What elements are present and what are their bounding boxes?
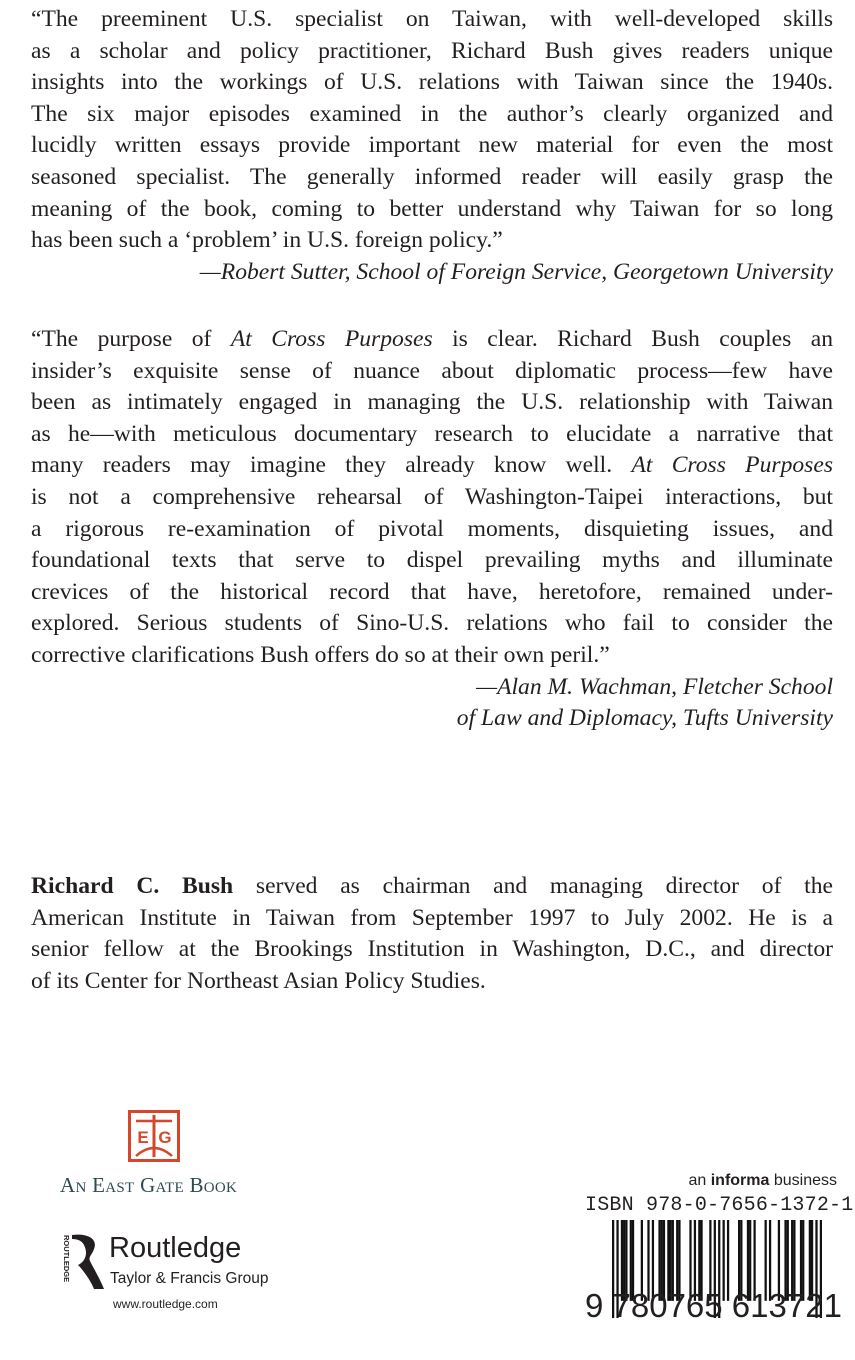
blurb-line: has been such a ‘problem’ in U.S. foreign policy.” xyxy=(31,227,503,254)
wachman-blurb xyxy=(31,324,833,735)
book-title: At Cross Purposes xyxy=(230,326,433,352)
svg-text:ROUTLEDGE: ROUTLEDGE xyxy=(62,1235,71,1283)
bio-line: senior fellow at the Brookings Institution in Washington, D.C., and director xyxy=(31,936,833,963)
svg-text:E: E xyxy=(137,1128,149,1147)
sutter-attribution: —Robert Sutter, School of Foreign Service, Georgetown University xyxy=(199,258,833,285)
wachman-attribution: —Alan M. Wachman, Fletcher School xyxy=(476,673,833,700)
blurb-line: The six major episodes examined in the author’s clearly organized and xyxy=(31,100,833,127)
blurb-line: seasoned specialist. The generally informed reader will easily grasp the xyxy=(31,163,833,190)
routledge-url: www.routledge.com xyxy=(113,1297,218,1311)
routledge-name: Routledge xyxy=(109,1232,242,1264)
blurb-line: lucidly written essays provide important new material for even the most xyxy=(31,132,833,159)
blurb-line: is not a comprehensive rehearsal of Washington-Taipei interactions, but xyxy=(31,483,833,510)
author-bio xyxy=(31,871,833,997)
author-name: Richard C. Bush xyxy=(31,873,234,899)
routledge-group: Taylor & Francis Group xyxy=(110,1270,269,1287)
wachman-attribution: of Law and Diplomacy, Tufts University xyxy=(456,705,833,732)
isbn-text: ISBN 978-0-7656-1372-1 xyxy=(585,1194,854,1217)
blurb-line: crevices of the historical record that have, heretofore, remained under- xyxy=(31,578,833,605)
svg-text:G: G xyxy=(158,1128,172,1147)
blurb-line: explored. Serious students of Sino-U.S. relations who fail to consider the xyxy=(31,610,833,637)
barcode-digits: 9 780765 613721 xyxy=(585,1287,842,1324)
blurb-line: corrective clarifications Bush offers do so at their own peril.” xyxy=(31,641,610,668)
sutter-blurb xyxy=(31,4,833,288)
routledge-logo-icon xyxy=(58,1233,106,1291)
east-gate-book-label: An East Gate Book xyxy=(60,1173,238,1197)
bio-line: of its Center for Northeast Asian Policy Studies. xyxy=(31,967,486,994)
blurb-line: been as intimately engaged in managing the U.S. relationship with Taiwan xyxy=(31,389,833,416)
blurb-line: many readers may imagine they already know well. At Cross Purposes xyxy=(31,452,833,479)
blurb-line: meaning of the book, coming to better understand why Taiwan for so long xyxy=(31,195,833,222)
book-title: At Cross Purposes xyxy=(631,452,833,479)
blurb-line: as a scholar and policy practitioner, Richard Bush gives readers unique xyxy=(31,37,833,64)
bio-line: Richard C. Bush served as chairman and managing director of the xyxy=(31,873,833,899)
blurb-line: a rigorous re-examination of pivotal moments, disquieting issues, and xyxy=(31,515,833,542)
blurb-line: insights into the workings of U.S. relations with Taiwan since the 1940s. xyxy=(31,69,833,96)
blurb-line: “The preeminent U.S. specialist on Taiwan, with well-developed skills xyxy=(31,6,833,32)
informa-label: an informa business xyxy=(688,1172,837,1189)
bio-line: American Institute in Taiwan from September 1997 to July 2002. He is a xyxy=(31,904,833,931)
blurb-line: “The purpose of At Cross Purposes is clear. Richard Bush couples an xyxy=(31,326,834,352)
east-gate-logo xyxy=(128,1110,180,1162)
blurb-line: as he—with meticulous documentary research to elucidate a narrative that xyxy=(31,420,833,447)
blurb-line: insider’s exquisite sense of nuance about diplomatic process—few have xyxy=(31,357,833,384)
blurb-line: foundational texts that serve to dispel prevailing myths and illuminate xyxy=(31,547,833,574)
